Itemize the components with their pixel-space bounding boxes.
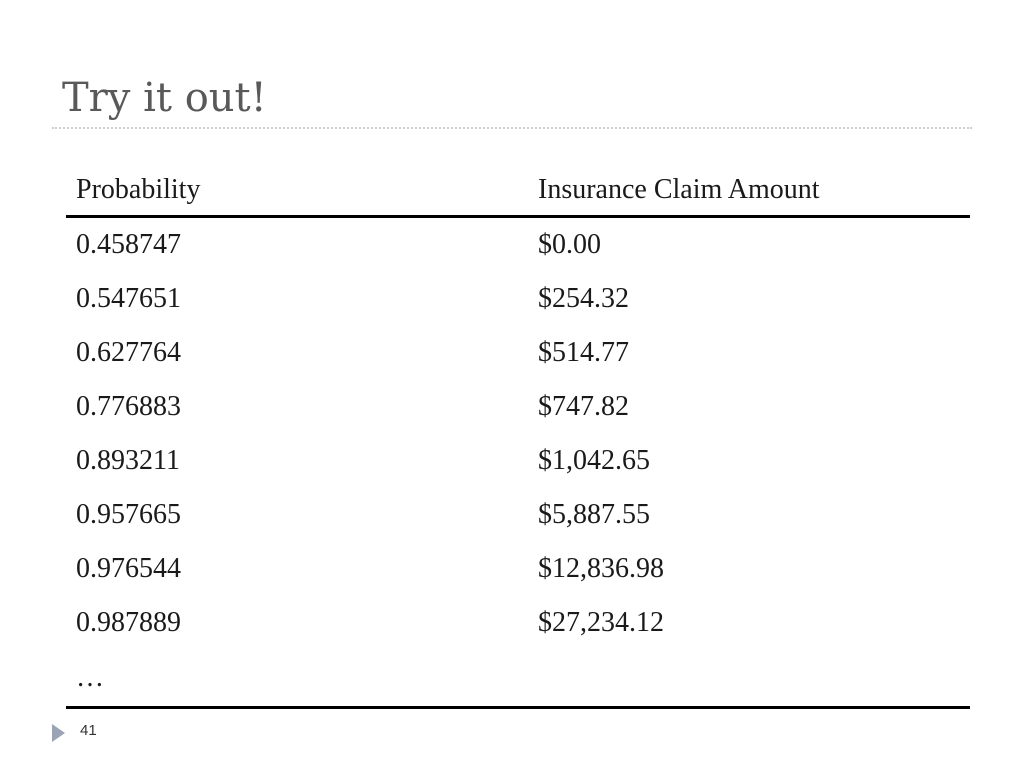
probability-cell: 0.987889 xyxy=(76,607,181,638)
table-row xyxy=(66,434,970,488)
claim-amount-cell: $254.32 xyxy=(538,283,629,314)
claim-amount-cell: $514.77 xyxy=(538,337,629,368)
claim-amount-cell: $747.82 xyxy=(538,391,629,422)
title-divider xyxy=(52,127,972,129)
empty-cell xyxy=(528,650,970,708)
table-row xyxy=(66,488,970,542)
probability-cell: 0.957665 xyxy=(76,499,181,530)
table-row xyxy=(66,272,970,326)
claim-amount-cell: $5,887.55 xyxy=(538,499,650,530)
probability-cell: 0.547651 xyxy=(76,283,181,314)
table-row xyxy=(66,380,970,434)
probability-claim-table xyxy=(66,164,970,709)
probability-cell: 0.893211 xyxy=(76,445,180,476)
probability-cell: 0.776883 xyxy=(76,391,181,422)
table-header-row xyxy=(66,164,970,217)
page-number: 41 xyxy=(80,722,97,739)
probability-cell: 0.976544 xyxy=(76,553,181,584)
column-header-claim-amount: Insurance Claim Amount xyxy=(528,164,970,217)
slide-title: Try it out! xyxy=(62,75,267,121)
column-header-probability: Probability xyxy=(66,164,528,217)
table-row xyxy=(66,596,970,650)
table-row xyxy=(66,326,970,380)
probability-cell: 0.458747 xyxy=(76,229,181,260)
probability-cell: 0.627764 xyxy=(76,337,181,368)
triangle-right-icon xyxy=(52,724,65,742)
claim-amount-cell: $12,836.98 xyxy=(538,553,664,584)
table-row xyxy=(66,542,970,596)
ellipsis-cell: … xyxy=(66,650,528,708)
table-row xyxy=(66,217,970,273)
claim-amount-cell: $27,234.12 xyxy=(538,607,664,638)
table-ellipsis-row xyxy=(66,650,970,708)
claim-amount-cell: $1,042.65 xyxy=(538,445,650,476)
claim-amount-cell: $0.00 xyxy=(538,229,601,260)
